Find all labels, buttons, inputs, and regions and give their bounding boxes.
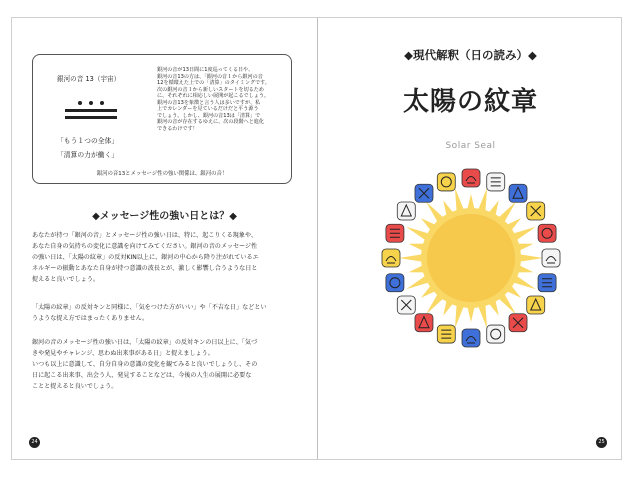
tone-13-glyph-icon: [65, 101, 117, 127]
tone-description-line: 銀河の音13の方は、「銀河の音１から銀河の音: [157, 73, 263, 80]
solar-seal-glyph-icon: [462, 329, 480, 347]
solar-seal-glyph-icon: [382, 249, 400, 267]
solar-seal-title: 太陽の紋章: [402, 87, 538, 117]
tone-description-line: 銀河の音が13日間に1度巡ってくる日や、: [157, 67, 254, 73]
sun-ray-icon: [455, 188, 464, 212]
solar-seal-glyph-icon: [527, 202, 545, 220]
modern-interpretation-heading: ◆現代解釈（日の読み）◆: [404, 48, 537, 62]
solar-seal-glyph-icon: [386, 224, 404, 242]
tone-description: [157, 67, 287, 132]
page-number: 24: [29, 437, 40, 448]
solar-seal-glyph-icon: [487, 173, 505, 191]
solar-seal-glyph-icon: [538, 274, 556, 292]
solar-seal-glyph-icon: [415, 314, 433, 332]
tone-tag: 「清算の力が働く」: [57, 151, 119, 159]
page-number: 25: [596, 437, 607, 448]
solar-seal-glyph-icon: [527, 296, 545, 314]
book-spread: [11, 17, 622, 460]
tone-tag: 「もう１つの全体」: [57, 137, 119, 145]
solar-seal-subtitle: Solar Seal: [445, 141, 496, 151]
left-page: [12, 18, 317, 459]
sun-ray-icon: [478, 188, 487, 212]
tone-description-line: 次の銀河の音１から新しいスタートを切るため: [157, 86, 264, 93]
sun-ray-icon: [399, 254, 423, 262]
solar-seal-glyph-icon: [415, 184, 433, 202]
solar-seal-glyph-icon: [542, 249, 560, 267]
solar-seal-glyph-icon: [437, 173, 455, 191]
tone-description-line: 銀河の音が存在するゆえに、次の段階へと進化: [157, 119, 264, 125]
sun-ray-icon: [519, 254, 543, 262]
paragraph: 銀河の音のメッセージ性の強い日は、「太陽の紋章」の反対キンの日以上に、「気づ きや発見やチャレンジ、思わぬ出来事がある日」と捉えましょう。 いつも以上に意識して、自分自身の意識の変化を観てみると良いでしょうし、その 日に起こる出来事、出会う人、発見することなどは、今後の人生の展開に必要な ことと捉えると良いでしょう。: [32, 339, 258, 390]
solar-seal-glyph-icon: [509, 184, 527, 202]
right-page: [318, 18, 623, 459]
sun-ray-icon: [467, 306, 475, 322]
solar-seal-glyph-icon: [397, 296, 415, 314]
paragraph: 「太陽の紋章」の反対キンと同様に、「気をつけた方がいい」や「不吉な日」などとい うような捉え方ではまったくありません。: [32, 304, 267, 322]
tone-description-line: 12を循環えた上での「清算」のタイミングです。: [157, 80, 270, 86]
solar-seal-glyph-icon: [487, 325, 505, 343]
solar-seal-glyph-icon: [462, 169, 480, 187]
paragraph: あなたが持つ「銀河の音」とメッセージ性の強い日は、特に、起こりくる現象や、 あなた自身の気持ちの変化に意識を向けてみてください。銀河の音のメッセージ性 の強い日は、「太陽の紋章」の反対KIN以上に、銀河の中心から降り注がれているエ ネルギーの振動とあなた自身が持つ意識の波長とが、激しく影響し合うような日と 捉えると良いでしょう。: [32, 232, 259, 283]
tone-description-line: に、それぞれに相応しい展開が起こるでしょう。: [157, 93, 270, 99]
tone-info-box: [32, 54, 292, 184]
solar-seal-sun-illustration: [381, 168, 561, 348]
tone-title: 銀河の音 13（宇宙）: [57, 75, 121, 83]
sun-ray-icon: [455, 304, 464, 328]
solar-seal-glyph-icon: [538, 224, 556, 242]
sun-ray-icon: [478, 304, 487, 328]
solar-seal-glyph-icon: [437, 325, 455, 343]
solar-seal-glyph-icon: [509, 314, 527, 332]
tone-description-line: でしょう。しかし、銀河の音13は「清算」で: [157, 112, 261, 119]
tone-description-line: 銀河の音13を象徴と言う人は多いですが、私: [157, 99, 261, 106]
solar-seal-glyph-icon: [386, 274, 404, 292]
sun-ray-icon: [467, 194, 475, 210]
sun-core-icon: [427, 214, 515, 302]
tone-description-line: 上でカレンダーを見ているだけだと平う源う: [157, 106, 259, 112]
tone-description-line: できるわけです！: [157, 125, 198, 132]
section-heading: ◆メッセージ性の強い日とは？◆: [92, 211, 237, 222]
solar-seal-glyph-icon: [397, 202, 415, 220]
box-caption: 銀河の音13とメッセージ性の強い関係は、銀河の音！: [96, 171, 228, 177]
